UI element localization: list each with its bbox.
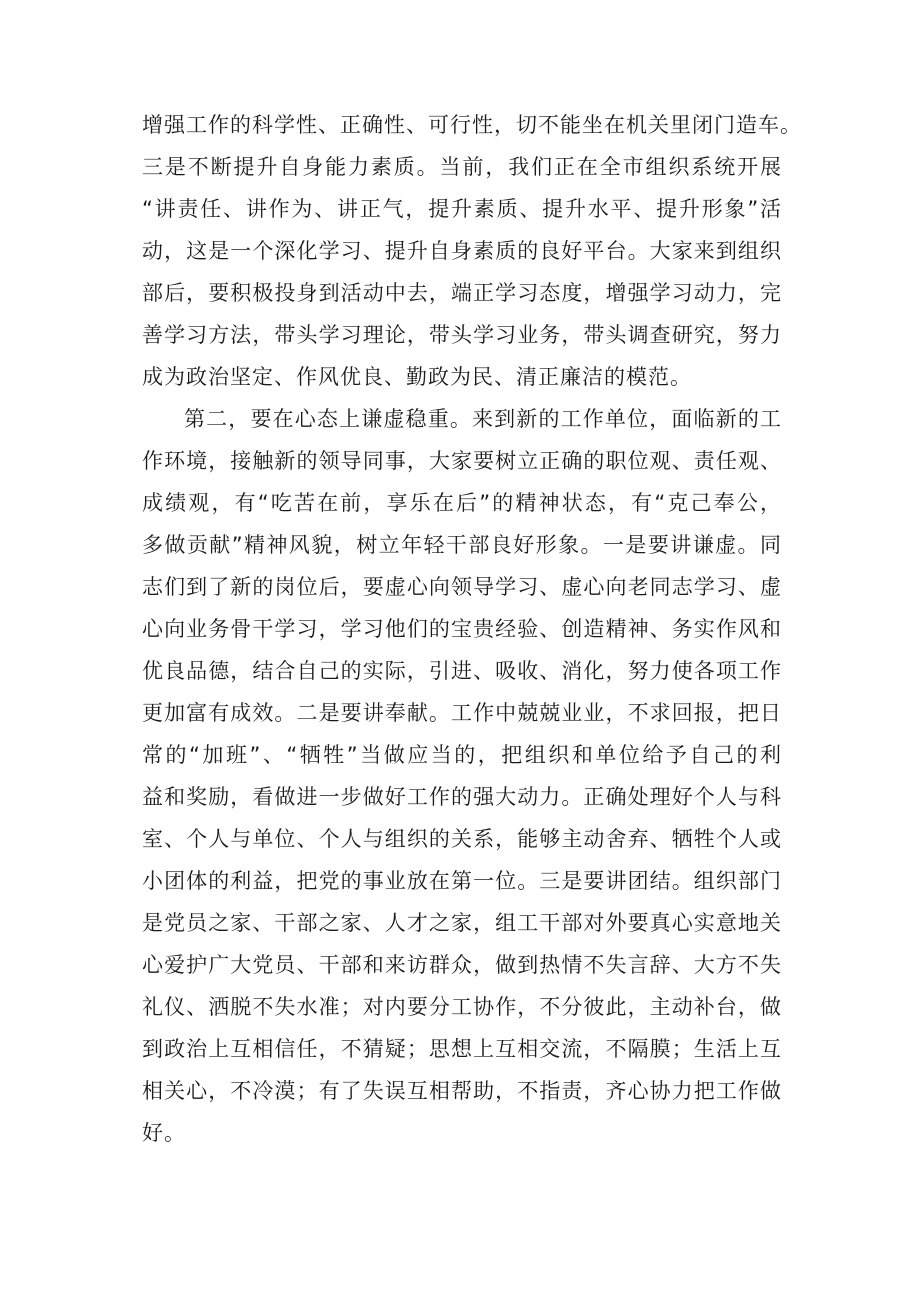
body-text [142, 104, 802, 1154]
text-line: 更加富有成效。二是要讲奉献。工作中兢兢业业，不求回报，把日 [142, 701, 782, 725]
text-line: 成绩观，有“吃苦在前，享乐在后”的精神状态，有“克己奉公， [142, 491, 782, 515]
text-line: 心爱护广大党员、干部和来访群众，做到热情不失言辞、大方不失 [142, 953, 782, 977]
text-line: 善学习方法，带头学习理论，带头学习业务，带头调查研究，努力 [142, 323, 782, 347]
text-line: 成为政治坚定、作风优良、勤政为民、清正廉洁的模范。 [142, 365, 692, 389]
text-line: 作环境，接触新的领导同事，大家要树立正确的职位观、责任观、 [142, 449, 782, 473]
text-line: 志们到了新的岗位后，要虚心向领导学习、虚心向老同志学习、虚 [142, 575, 782, 599]
text-line: 优良品德，结合自己的实际，引进、吸收、消化，努力使各项工作 [142, 659, 782, 683]
text-line: 增强工作的科学性、正确性、可行性，切不能坐在机关里闭门造车。 [142, 113, 802, 137]
text-line: 三是不断提升自身能力素质。当前，我们正在全市组织系统开展 [142, 155, 782, 179]
text-line: 相关心，不冷漠；有了失误互相帮助，不指责，齐心协力把工作做 [142, 1079, 782, 1103]
text-line: “讲责任、讲作为、讲正气，提升素质、提升水平、提升形象”活 [142, 197, 782, 221]
text-line: 部后，要积极投身到活动中去，端正学习态度，增强学习动力，完 [142, 281, 782, 305]
text-line: 礼仪、洒脱不失水准；对内要分工协作，不分彼此，主动补台，做 [142, 995, 782, 1019]
text-line: 到政治上互相信任，不猜疑；思想上互相交流，不隔膜；生活上互 [142, 1037, 782, 1061]
text-line: 室、个人与单位、个人与组织的关系，能够主动舍弃、牺牲个人或 [142, 827, 782, 851]
text-line: 动，这是一个深化学习、提升自身素质的良好平台。大家来到组织 [142, 239, 782, 263]
text-line: 心向业务骨干学习，学习他们的宝贵经验、创造精神、务实作风和 [142, 617, 782, 641]
text-line: 常的“加班”、“牺牲”当做应当的，把组织和单位给予自己的利 [142, 743, 782, 767]
text-line: 是党员之家、干部之家、人才之家，组工干部对外要真心实意地关 [142, 911, 782, 935]
text-line: 第二，要在心态上谦虚稳重。来到新的工作单位，面临新的工 [184, 407, 782, 431]
text-line: 好。 [142, 1121, 186, 1145]
text-line: 小团体的利益，把党的事业放在第一位。三是要讲团结。组织部门 [142, 869, 782, 893]
text-line: 多做贡献”精神风貌，树立年轻干部良好形象。一是要讲谦虚。同 [142, 533, 782, 557]
text-line: 益和奖励，看做进一步做好工作的强大动力。正确处理好个人与科 [142, 785, 782, 809]
